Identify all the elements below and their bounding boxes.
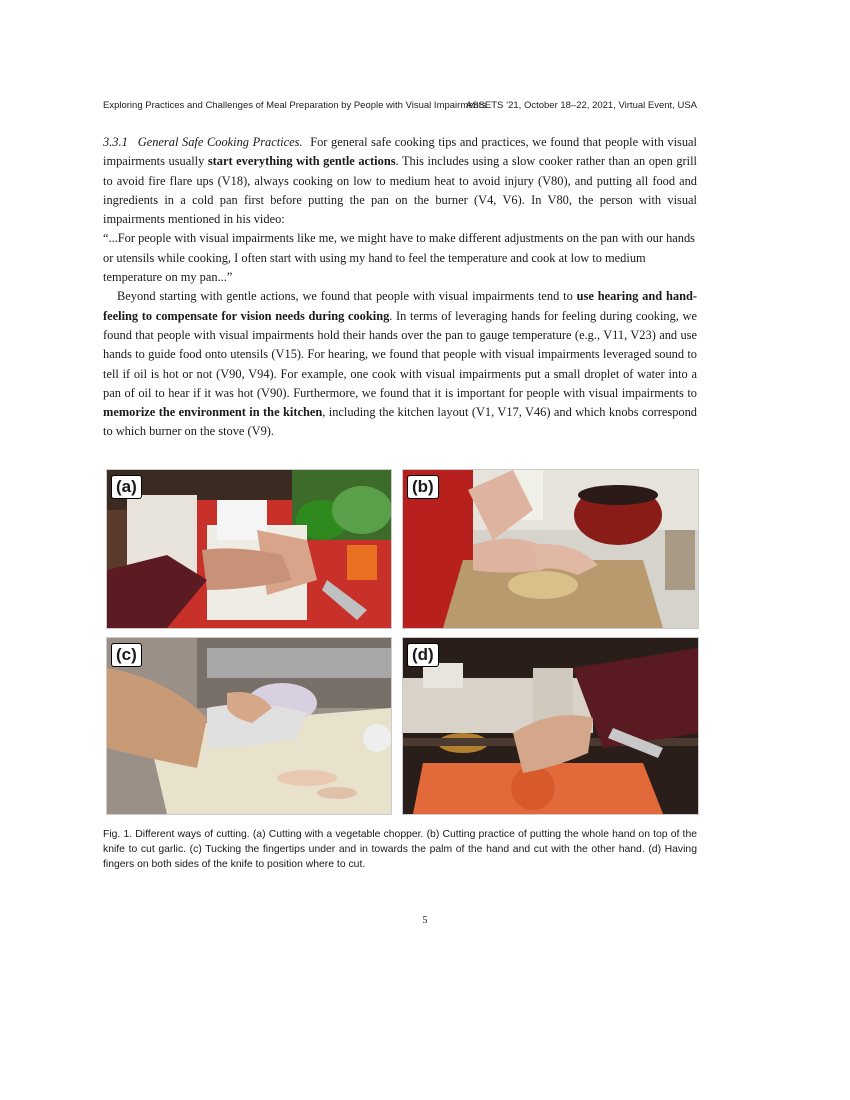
photo-c-image — [107, 638, 391, 814]
page-number: 5 — [422, 915, 428, 926]
p1-bold: start everything with gentle actions — [207, 154, 396, 169]
figure-caption: Fig. 1. Different ways of cutting. (a) Cutting with a vegetable chopper. (b) Cutting practice of putting the whole hand on top of the knife to cut garlic. (c) Tucking the fingertips under and in towards the palm of the hand and cut with the other hand. (d) Having fingers on both sides of the knife to position where to cut. — [103, 829, 697, 870]
photo-a-image — [107, 470, 391, 628]
header-venue: ASSETS ’21, October 18–22, 2021, Virtual Event, USA — [465, 100, 697, 111]
p1-text-c: . This includes using a slow cooker rather than an open grill to avoid fire flare ups (V18), always cooking on low to medium heat to avoid injury (V80), and putting all food and ingredients in a cold pan first before putting the pan on the burner (V4, V6). In V80, the person with visual impairments mentioned in his video: — [103, 154, 697, 227]
p2-bold-2: memorize the environment in the kitchen — [103, 405, 323, 420]
panel-label-c: (c) — [111, 643, 142, 667]
p2-text-c: . In terms of leveraging hands for feeling during cooking, we found that people with visual impairments hold their hands over the pan to gauge temperature (e.g., V11, V23) and use hands to guide food onto utensils (V15). For hearing, we found that people with visual impairments leveraged sound to tell if oil is hot or not (V90, V94). For example, one cook with visual impairments put a small droplet of water into a pan of oil to hear if it was hot (V90). Furthermore, we found that it is important for people with visual impairments to — [103, 308, 697, 400]
subsection-number: 3.3.1 — [103, 135, 128, 149]
panel-label-a: (a) — [111, 475, 142, 499]
quote-block: “...For people with visual impairments like me, we might have to make different adjustments on the pan with our hands or utensils while cooking, I often start with using my hand to feel the temperature and cook at low to medium temperature on my pan...” — [103, 231, 695, 285]
body-text — [103, 133, 697, 442]
p2-text-e: , including the kitchen layout (V1, V17, V46) and which knobs correspond to which burner on the stove (V9). — [103, 405, 697, 439]
photo-panel-b — [402, 469, 699, 629]
photo-panel-c — [106, 637, 392, 815]
figure-cutting-photos — [106, 469, 697, 813]
photo-panel-d — [402, 637, 699, 815]
header-title: Exploring Practices and Challenges of Meal Preparation by People with Visual Impairments — [103, 100, 487, 111]
p2-bold-1: use hearing and hand-feeling to compensate for vision needs during cooking — [103, 289, 697, 323]
paragraph-2 — [103, 287, 697, 441]
photo-d-image — [403, 638, 698, 814]
panel-label-d: (d) — [407, 643, 439, 667]
panel-label-b: (b) — [407, 475, 439, 499]
p2-text-a: Beyond starting with gentle actions, we found that people with visual impairments tend to — [117, 289, 577, 304]
paragraph-1 — [103, 133, 697, 229]
photo-b-image — [403, 470, 698, 628]
photo-panel-a — [106, 469, 392, 629]
p1-text-a: For general safe cooking tips and practices, we found that people with visual impairments usually — [103, 135, 698, 169]
subsection-title: General Safe Cooking Practices. — [137, 135, 303, 149]
